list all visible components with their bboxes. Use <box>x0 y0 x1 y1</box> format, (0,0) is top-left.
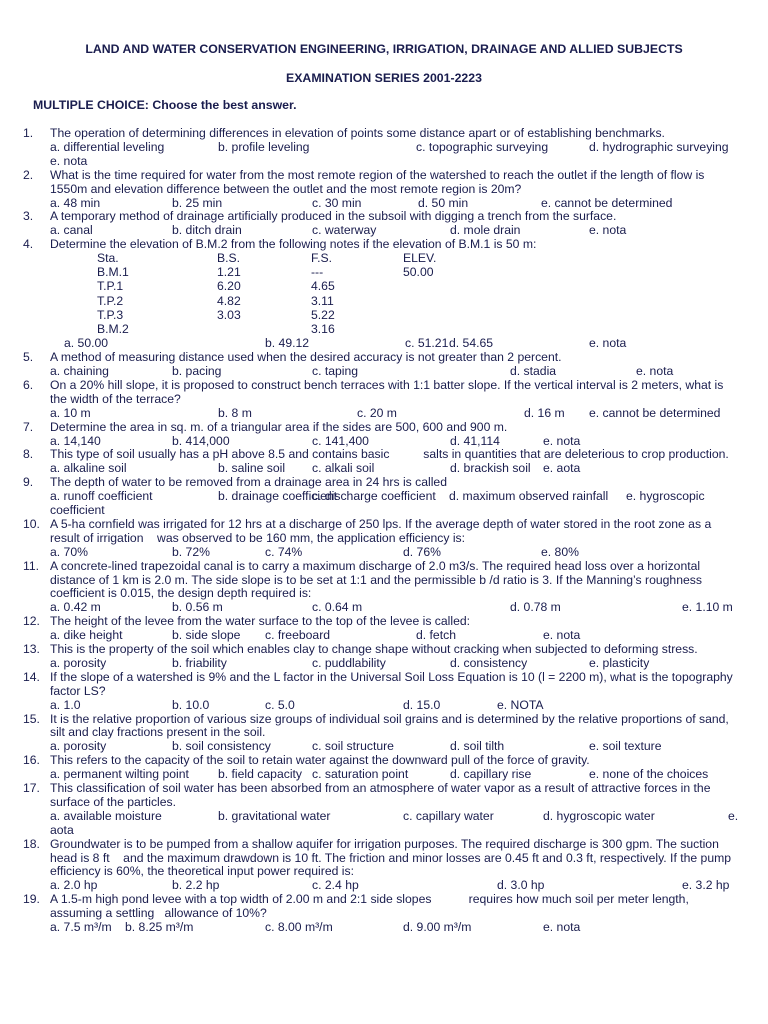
question-number: 1. <box>23 126 34 140</box>
answer-option[interactable]: b. 8.25 m³/m <box>125 920 194 935</box>
question-11 <box>0 560 768 602</box>
question-4 <box>0 238 768 252</box>
question-number: 4. <box>23 237 34 252</box>
notes-table-cell: T.P.1 <box>97 279 124 294</box>
question-2 <box>0 169 768 197</box>
answer-option[interactable]: e. plasticity <box>589 655 650 670</box>
answer-option[interactable]: d. stadia <box>510 364 557 379</box>
answer-option[interactable]: e. nota <box>589 336 627 351</box>
question-list <box>0 127 768 935</box>
answer-options <box>0 462 768 476</box>
question-number: 2. <box>23 167 34 182</box>
answer-option[interactable]: c. capillary water <box>403 808 494 823</box>
answer-option[interactable]: c. alkali soil <box>312 461 375 476</box>
answer-option[interactable]: a. permanent wilting point <box>50 767 189 782</box>
question-text: This type of soil usually has a pH above 8.5 and contains basic salts in quantities that are deleterious to crop production. <box>50 447 729 462</box>
answer-option[interactable]: coefficient <box>50 503 105 517</box>
question-number: 7. <box>23 419 34 434</box>
question-18 <box>0 838 768 880</box>
answer-options <box>0 879 768 893</box>
notes-table-cell: 4.82 <box>217 293 241 308</box>
answer-option[interactable]: d. 50 min <box>418 195 469 210</box>
notes-table-row <box>0 309 768 323</box>
answer-option[interactable]: b. field capacity <box>218 767 303 782</box>
notes-table-row <box>0 252 768 266</box>
question-number: 8. <box>23 447 34 462</box>
answer-option[interactable]: e. nota <box>50 153 88 168</box>
answer-options <box>0 768 768 782</box>
answer-option[interactable]: e. nota <box>589 223 627 238</box>
notes-table-cell: 50.00 <box>403 265 434 280</box>
exam-title: LAND AND WATER CONSERVATION ENGINEERING, IRRIGATION, DRAINAGE AND ALLIED SUBJECTS <box>85 42 683 56</box>
answer-option[interactable]: e. NOTA <box>497 697 544 712</box>
answer-option[interactable]: a. porosity <box>50 739 107 754</box>
question-9 <box>0 476 768 490</box>
answer-option[interactable]: a. chaining <box>50 364 109 379</box>
answer-option[interactable]: e. cannot be determined <box>541 195 673 210</box>
answer-option[interactable]: c. freeboard <box>265 628 331 643</box>
answer-option[interactable]: a. 10 m <box>50 405 91 420</box>
answer-option[interactable]: b. 414,000 <box>172 433 230 448</box>
answer-option[interactable]: e. cannot be determined <box>589 405 721 420</box>
answer-option[interactable]: d. maximum observed rainfall <box>449 489 609 504</box>
answer-option[interactable]: b. 49.12 <box>265 336 310 351</box>
question-number: 9. <box>23 475 34 490</box>
answer-options <box>0 657 768 671</box>
answer-option[interactable]: b. 25 min <box>172 195 223 210</box>
answer-options <box>0 601 768 615</box>
answer-options <box>0 435 768 449</box>
question-19 <box>0 893 768 921</box>
question-number: 6. <box>23 377 34 392</box>
answer-option[interactable]: a. available moisture <box>50 808 162 823</box>
answer-option[interactable]: e. <box>728 808 739 823</box>
question-number: 10. <box>23 516 40 531</box>
answer-option[interactable]: e. 3.2 hp <box>682 878 730 893</box>
answer-options <box>0 407 768 421</box>
answer-option[interactable]: c. 5.0 <box>265 697 295 712</box>
answer-options <box>0 740 768 754</box>
question-1 <box>0 127 768 141</box>
answer-options <box>0 197 768 211</box>
answer-options-continued <box>0 504 768 518</box>
answer-option[interactable]: a. 50.00 <box>64 336 109 351</box>
question-number: 19. <box>23 892 40 907</box>
answer-option[interactable]: e. hygroscopic <box>626 489 705 504</box>
answer-option[interactable]: d. fetch <box>416 628 456 643</box>
answer-options <box>0 490 768 504</box>
answer-option[interactable]: c. 2.4 hp <box>312 878 359 893</box>
answer-option[interactable]: b. 10.0 <box>172 697 210 712</box>
question-text: The operation of determining differences in elevation of points some distance apart or of establishing benchmarks. <box>50 126 665 140</box>
notes-table-cell: 3.03 <box>217 307 241 322</box>
question-16 <box>0 754 768 768</box>
instructions: MULTIPLE CHOICE: Choose the best answer. <box>33 98 297 112</box>
answer-option[interactable]: d. 54.65 <box>449 336 494 351</box>
answer-options <box>0 365 768 379</box>
answer-option[interactable]: e. nota <box>543 628 581 643</box>
answer-option[interactable]: d. 76% <box>403 544 441 559</box>
question-text: A 1.5-m high pond levee with a top width of 2.00 m and 2:1 side slopes requires how much soil per meter length, assuming a settling allowance of 10%? <box>50 892 693 921</box>
notes-table-cell: --- <box>311 265 324 280</box>
answer-option[interactable]: a. 70% <box>50 544 88 559</box>
question-text: If the slope of a watershed is 9% and the L factor in the Universal Soil Loss Equation is 10 (l = 2200 m), what is the topography factor LS? <box>50 669 737 698</box>
answer-option[interactable]: e. none of the choices <box>589 767 709 782</box>
answer-option[interactable]: a. 7.5 m³/m <box>50 920 112 935</box>
notes-table-cell: 5.22 <box>311 307 335 322</box>
answer-option[interactable]: b. soil consistency <box>172 739 271 754</box>
answer-option[interactable]: b. gravitational water <box>218 808 331 823</box>
question-number: 18. <box>23 836 40 851</box>
question-text: The height of the levee from the water surface to the top of the levee is called: <box>50 614 471 629</box>
question-8 <box>0 448 768 462</box>
answer-options <box>0 699 768 713</box>
answer-option[interactable]: b. pacing <box>172 364 222 379</box>
answer-option[interactable]: a. runoff coefficient <box>50 489 153 504</box>
question-text: What is the time required for water from the most remote region of the watershed to reach the outlet if the length of flow is 1550m and elevation difference between the outlet and the most remote region is 20m? <box>50 167 708 196</box>
answer-option[interactable]: a. porosity <box>50 655 107 670</box>
answer-option[interactable]: a. 1.0 <box>50 697 81 712</box>
notes-table-cell: T.P.3 <box>97 307 124 322</box>
notes-table-cell: ELEV. <box>403 251 437 266</box>
question-number: 13. <box>23 642 40 656</box>
question-13 <box>0 643 768 657</box>
answer-option[interactable]: e. nota <box>636 364 674 379</box>
question-number: 5. <box>23 350 34 365</box>
answer-option[interactable]: b. 0.56 m <box>172 600 223 615</box>
answer-option[interactable]: d. 9.00 m³/m <box>403 920 472 935</box>
answer-option[interactable]: e. aota <box>543 461 581 476</box>
question-10 <box>0 518 768 546</box>
question-text: A temporary method of drainage artificially produced in the subsoil with digging a trench from the surface. <box>50 209 617 224</box>
answer-option[interactable]: c. 8.00 m³/m <box>265 920 333 935</box>
answer-options <box>0 810 768 824</box>
answer-option[interactable]: b. saline soil <box>218 461 286 476</box>
question-number: 17. <box>23 781 40 795</box>
answer-option[interactable]: e. 80% <box>541 544 579 559</box>
question-7 <box>0 421 768 435</box>
answer-option[interactable]: d. soil tilth <box>450 739 505 754</box>
answer-option[interactable]: b. friability <box>172 655 227 670</box>
answer-option[interactable]: a. 0.42 m <box>50 600 101 615</box>
question-text: This refers to the capacity of the soil to retain water against the downward pull of the force of gravity. <box>50 753 590 768</box>
notes-table-row <box>0 295 768 309</box>
answer-options <box>0 921 768 935</box>
notes-table-cell: 3.16 <box>311 322 335 337</box>
answer-option[interactable]: d. 41,114 <box>450 433 500 448</box>
answer-option[interactable]: a. alkaline soil <box>50 461 127 476</box>
answer-option[interactable]: c. topographic surveying <box>416 139 549 154</box>
question-text: It is the relative proportion of various size groups of individual soil grains and is determined by the relative proportions of sand, silt and clay fractions present in the soil. <box>50 711 733 740</box>
notes-table-row <box>0 323 768 337</box>
answer-options-continued <box>0 155 768 169</box>
answer-option[interactable]: b. ditch drain <box>172 223 242 238</box>
answer-option[interactable]: b. 2.2 hp <box>172 878 220 893</box>
answer-option[interactable]: a. dike height <box>50 628 123 643</box>
question-15 <box>0 713 768 741</box>
question-12 <box>0 615 768 629</box>
notes-table-cell: 3.11 <box>311 293 334 308</box>
answer-option[interactable]: d. brackish soil <box>450 461 531 476</box>
notes-table-cell: Sta. <box>97 251 119 266</box>
question-3 <box>0 210 768 224</box>
answer-option[interactable]: e. soil texture <box>589 739 662 754</box>
notes-table-row <box>0 266 768 280</box>
answer-option[interactable]: d. mole drain <box>450 223 521 238</box>
answer-option[interactable]: a. 48 min <box>50 195 101 210</box>
question-number: 3. <box>23 209 34 224</box>
answer-option[interactable]: d. capillary rise <box>450 767 532 782</box>
answer-option[interactable]: d. 15.0 <box>403 697 441 712</box>
answer-option[interactable]: e. nota <box>543 920 581 935</box>
answer-option[interactable]: b. drainage coefficient <box>218 489 338 504</box>
notes-table-cell: 1.21 <box>217 265 241 280</box>
question-number: 15. <box>23 711 40 726</box>
answer-option[interactable]: c. 30 min <box>312 195 362 210</box>
answer-option[interactable]: c. 141,400 <box>312 433 369 448</box>
question-text: The depth of water to be removed from a drainage area in 24 hrs is called <box>50 475 447 490</box>
question-17 <box>0 782 768 810</box>
question-number: 12. <box>23 614 40 629</box>
answer-option[interactable]: c. 20 m <box>357 405 397 420</box>
question-text: Groundwater is to be pumped from a shallow aquifer for irrigation purposes. The required discharge is 300 gpm. The suction head is 8 ft and the maximum drawdown is 10 ft. The friction and minor losses are 0.45 ft and 0.3 ft, respectively. If the pump efficiency is 60%, the theoretical input power required is: <box>50 836 735 879</box>
notes-table-cell: B.S. <box>217 251 241 266</box>
answer-options <box>0 224 768 238</box>
question-6 <box>0 379 768 407</box>
question-text: On a 20% hill slope, it is proposed to construct bench terraces with 1:1 batter slope. If the vertical interval is 2 meters, what is the width of the terrace? <box>50 377 727 406</box>
answer-option[interactable]: c. discharge coefficient <box>312 489 436 504</box>
answer-option[interactable]: d. hygroscopic water <box>543 808 655 823</box>
answer-option[interactable]: b. side slope <box>172 628 241 643</box>
question-text: A method of measuring distance used when the desired accuracy is not greater than 2 percent. <box>50 350 562 365</box>
answer-options <box>0 546 768 560</box>
answer-option[interactable]: a. canal <box>50 223 93 238</box>
answer-options <box>0 337 768 351</box>
answer-options <box>0 629 768 643</box>
answer-option[interactable]: b. 8 m <box>218 405 252 420</box>
notes-table-cell: 4.65 <box>311 279 335 294</box>
answer-option[interactable]: d. consistency <box>450 655 528 670</box>
question-5 <box>0 351 768 365</box>
answer-option[interactable]: d. 16 m <box>524 405 565 420</box>
answer-option[interactable]: c. 0.64 m <box>312 600 363 615</box>
question-text: Determine the elevation of B.M.2 from the following notes if the elevation of B.M.1 is 50 m: <box>50 237 537 252</box>
answer-option[interactable]: c. 51.21 <box>405 336 449 351</box>
answer-option[interactable]: c. waterway <box>312 223 377 238</box>
question-14 <box>0 671 768 699</box>
answer-option[interactable]: c. taping <box>312 364 359 379</box>
answer-option[interactable]: a. differential leveling <box>50 139 165 154</box>
question-text: A concrete-lined trapezoidal canal is to carry a maximum discharge of 2.0 m3/s. The required head loss over a horizontal distance of 1 km is 2.0 m. The side slope is to be set at 1:1 and the permissible b /d ratio is 3. If the Manning’s roughness coefficient is 0.015, the design depth required is: <box>50 558 706 601</box>
answer-option[interactable]: c. saturation point <box>312 767 409 782</box>
answer-option[interactable]: c. 74% <box>265 544 303 559</box>
answer-option[interactable]: e. 1.10 m <box>682 600 733 615</box>
notes-table-cell: F.S. <box>311 251 332 266</box>
question-text: This is the property of the soil which enables clay to change shape without cracking when subjected to deforming stress. <box>50 642 698 656</box>
answer-options-continued <box>0 824 768 838</box>
notes-table-cell: B.M.1 <box>97 265 129 280</box>
notes-table-cell: T.P.2 <box>97 293 124 308</box>
notes-table-cell: 6.20 <box>217 279 241 294</box>
notes-table-cell: B.M.2 <box>97 322 129 337</box>
answer-option[interactable]: a. 14,140 <box>50 433 101 448</box>
question-text: This classification of soil water has been absorbed from an atmosphere of water vapor as a result of attractive forces in the surface of the particles. <box>50 781 714 809</box>
notes-table-row <box>0 280 768 294</box>
answer-option[interactable]: e. nota <box>543 433 581 448</box>
answer-option[interactable]: b. profile leveling <box>218 139 310 154</box>
question-text: A 5-ha cornfield was irrigated for 12 hrs at a discharge of 250 lps. If the average depth of water stored in the root zone as a result of irrigation was observed to be 160 mm, the application efficiency is: <box>50 516 715 545</box>
question-text: Determine the area in sq. m. of a triangular area if the sides are 500, 600 and 900 m. <box>50 419 508 434</box>
answer-option[interactable]: a. 2.0 hp <box>50 878 98 893</box>
exam-series: EXAMINATION SERIES 2001-2223 <box>286 71 482 85</box>
answer-option[interactable]: d. hydrographic surveying <box>589 139 729 154</box>
answer-option[interactable]: c. puddlability <box>312 655 386 670</box>
question-number: 16. <box>23 753 40 768</box>
answer-option[interactable]: c. soil structure <box>312 739 394 754</box>
answer-option[interactable]: d. 3.0 hp <box>497 878 545 893</box>
answer-option[interactable]: b. 72% <box>172 544 210 559</box>
answer-options <box>0 141 768 155</box>
question-number: 14. <box>23 669 40 684</box>
answer-option[interactable]: d. 0.78 m <box>510 600 561 615</box>
answer-option[interactable]: aota <box>50 822 74 837</box>
question-number: 11. <box>23 558 40 573</box>
